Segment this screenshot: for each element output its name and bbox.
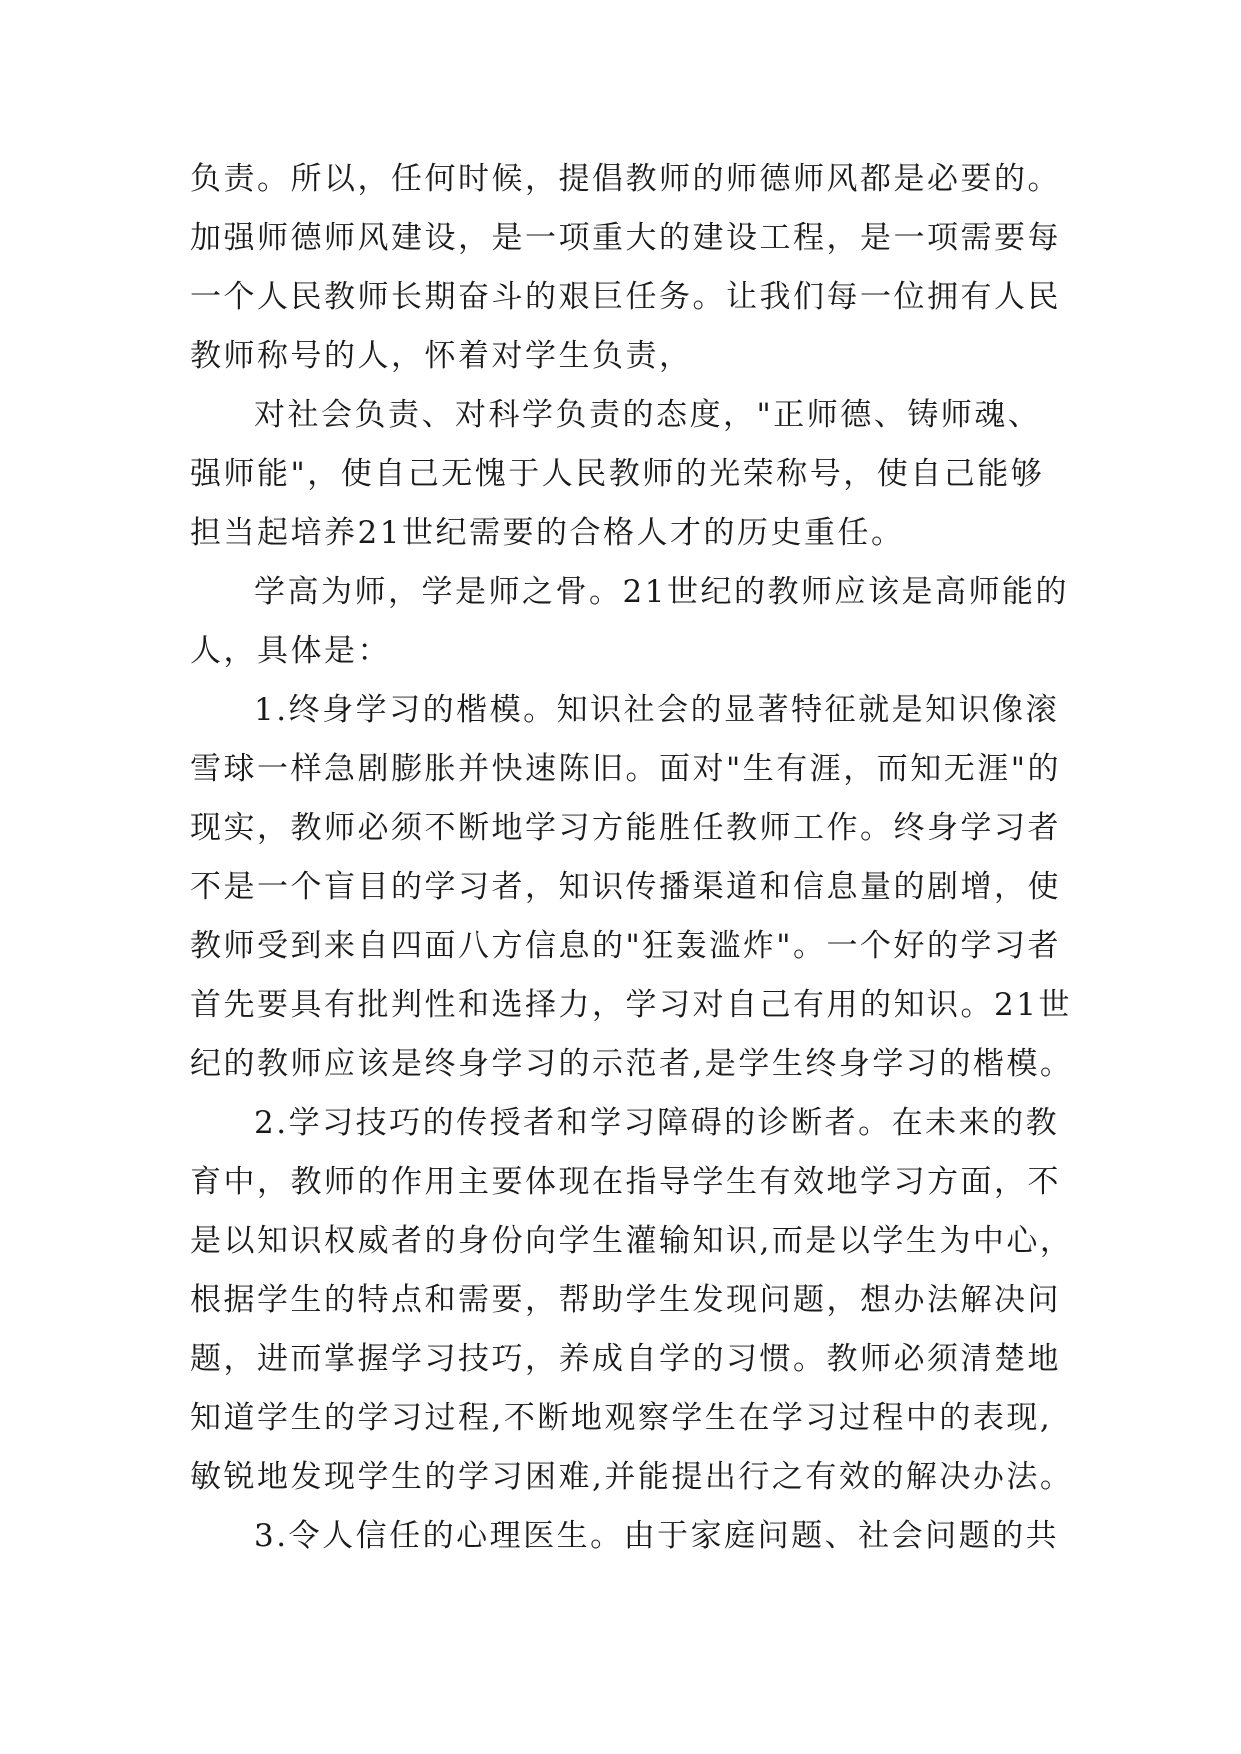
text-line: 强师能"，使自己无愧于人民教师的光荣称号，使自己能够 <box>190 456 1045 492</box>
paragraph-first-line: 2.学习技巧的传授者和学习障碍的诊断者。在未来的教 <box>254 1105 1060 1141</box>
paragraph-first-line: 对社会负责、对科学负责的态度，"正师德、铸师魂、 <box>254 397 1042 433</box>
paragraph-first-line: 1.终身学习的楷模。知识社会的显著特征就是知识像滚 <box>254 692 1060 728</box>
text-line: 根据学生的特点和需要，帮助学生发现问题，想办法解决问 <box>190 1282 1061 1318</box>
text-line: 雪球一样急剧膨胀并快速陈旧。面对"生有涯，而知无涯"的 <box>190 751 1062 787</box>
text-line: 纪的教师应该是终身学习的示范者,是学生终身学习的楷模。 <box>190 1046 1074 1082</box>
text-line: 是以知识权威者的身份向学生灌输知识,而是以学生为中心， <box>190 1223 1074 1259</box>
text-line: 育中，教师的作用主要体现在指导学生有效地学习方面，不 <box>190 1164 1061 1200</box>
paragraph-first-line: 3.令人信任的心理医生。由于家庭问题、社会问题的共 <box>254 1518 1060 1554</box>
text-line: 教师称号的人，怀着对学生负责， <box>190 338 693 374</box>
text-line: 人，具体是： <box>190 633 391 669</box>
text-line: 敏锐地发现学生的学习困难,并能提出行之有效的解决办法。 <box>190 1459 1074 1495</box>
text-line: 题，进而掌握学习技巧，养成自学的习惯。教师必须清楚地 <box>190 1341 1061 1377</box>
text-line: 担当起培养21世纪需要的合格人才的历史重任。 <box>190 515 905 551</box>
text-line: 加强师德师风建设，是一项重大的建设工程，是一项需要每 <box>190 220 1061 256</box>
text-line: 教师受到来自四面八方信息的"狂轰滥炸"。一个好的学习者 <box>190 928 1062 964</box>
text-line: 不是一个盲目的学习者，知识传播渠道和信息量的剧增，使 <box>190 869 1061 905</box>
text-line: 负责。所以，任何时候，提倡教师的师德师风都是必要的。 <box>190 161 1061 197</box>
text-line: 现实，教师必须不断地学习方能胜任教师工作。终身学习者 <box>190 810 1061 846</box>
body-text <box>190 150 1074 1566</box>
paragraph-first-line: 学高为师，学是师之骨。21世纪的教师应该是高师能的 <box>254 574 1069 610</box>
text-line: 一个人民教师长期奋斗的艰巨任务。让我们每一位拥有人民 <box>190 279 1061 315</box>
text-line: 知道学生的学习过程,不断地观察学生在学习过程中的表现, <box>190 1400 1053 1436</box>
text-line: 首先要具有批判性和选择力，学习对自己有用的知识。21世 <box>190 987 1072 1023</box>
